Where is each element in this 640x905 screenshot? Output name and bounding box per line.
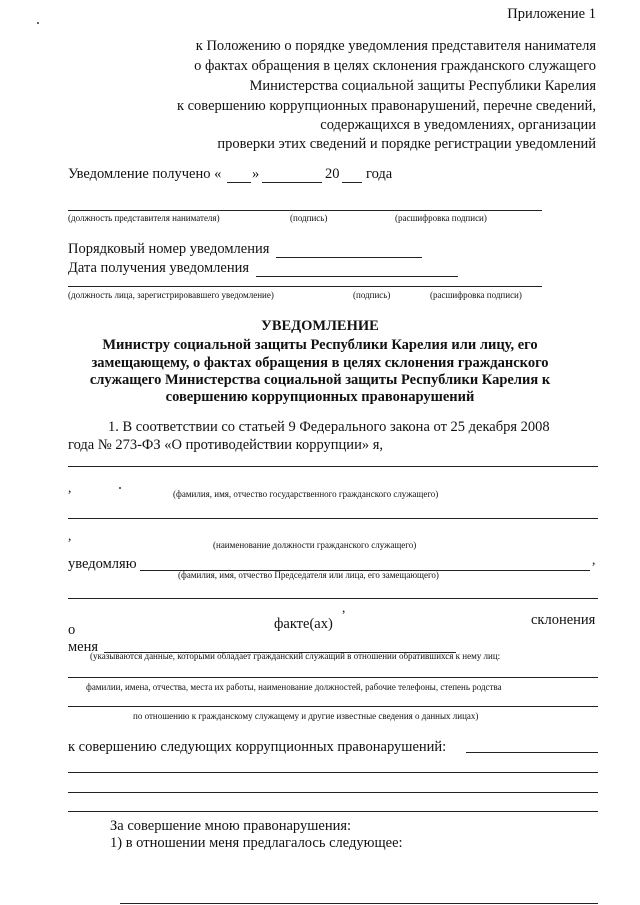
title-line: замещающему, о фактах обращения в целях склонения гражданского: [91, 355, 549, 371]
header-line: к Положению о порядке уведомления представителя нанимателя: [195, 38, 596, 54]
title-line: совершению коррупционных правонарушений: [165, 389, 475, 405]
comma: ,: [592, 552, 596, 567]
comma: ,: [342, 600, 346, 615]
inclination-word: склонения: [531, 612, 596, 628]
registration-number-field[interactable]: [276, 257, 422, 258]
scan-speck: [37, 22, 39, 24]
caption-position: (должность лица, зарегистрировавшего уведомление): [68, 290, 274, 300]
notify-label: уведомляю: [68, 556, 137, 572]
me-word: меня: [68, 639, 99, 655]
header-line: Министерства социальной защиты Республики Карелия: [249, 78, 596, 94]
header-line: о фактах обращения в целях склонения гражданского служащего: [194, 58, 596, 74]
caption-fio-servant: (фамилия, имя, отчество государственного гражданского служащего): [173, 489, 439, 499]
header-line: к совершению коррупционных правонарушений, перечне сведений,: [176, 98, 596, 114]
data-field-1[interactable]: [68, 677, 598, 678]
appendix-title: Приложение 1: [507, 6, 596, 22]
offences-field-1[interactable]: [466, 752, 598, 753]
scan-speck: [119, 487, 121, 489]
year-field[interactable]: [342, 182, 362, 183]
caption-position: (должность представителя нанимателя): [68, 213, 220, 223]
caption-decoding: (расшифровка подписи): [430, 290, 522, 300]
caption-signature: (подпись): [353, 290, 391, 300]
received-quote-close: »: [252, 166, 260, 182]
fio-minister-field-2[interactable]: [68, 598, 598, 599]
offences-label: к совершению следующих коррупционных правонарушений:: [68, 739, 447, 755]
registration-number-label: Порядковый номер уведомления: [68, 241, 270, 257]
day-field[interactable]: [227, 182, 251, 183]
year-suffix: года: [366, 166, 393, 182]
registration-date-label: Дата получения уведомления: [68, 260, 250, 276]
year-prefix: 20: [325, 166, 340, 182]
header-line: проверки этих сведений и порядке регистрации уведомлений: [217, 136, 596, 152]
month-field[interactable]: [262, 182, 322, 183]
paragraph-1-line-2: года № 273-ФЗ «О противодействии коррупции» я,: [68, 437, 383, 453]
offences-field-3[interactable]: [68, 792, 598, 793]
caption-data-3: по отношению к гражданскому служащему и другие известные сведения о данных лицах): [133, 711, 479, 721]
bottom-field[interactable]: [120, 903, 598, 904]
position-field[interactable]: [68, 518, 598, 519]
for-offence-label: За совершение мною правонарушения:: [110, 818, 352, 834]
title-line: Министру социальной защиты Республики Карелия или лицу, его: [102, 337, 538, 353]
fio-servant-field[interactable]: [68, 466, 598, 467]
received-prefix: Уведомление получено «: [68, 166, 222, 182]
caption-decoding: (расшифровка подписи): [395, 213, 487, 223]
data-field-2[interactable]: [68, 706, 598, 707]
caption-signature: (подпись): [290, 213, 328, 223]
caption-fio-minister: (фамилия, имя, отчество Председателя или лица, его замещающего): [178, 570, 439, 580]
item-1: 1) в отношении меня предлагалось следующее:: [110, 835, 403, 851]
offences-field-4[interactable]: [68, 811, 598, 812]
o-word: о: [68, 622, 76, 638]
registration-date-field[interactable]: [256, 276, 458, 277]
comma: ,: [68, 480, 72, 495]
caption-data-2: фамилии, имена, отчества, места их работы, наименование должностей, рабочие телефоны, степень родства: [86, 682, 502, 692]
caption-data-1: (указываются данные, которыми обладает гражданский служащий в отношении обратившихся к нему лиц:: [90, 651, 501, 661]
fact-word: факте(ах): [274, 616, 333, 632]
caption-position-servant: (наименование должности гражданского служащего): [213, 540, 417, 550]
header-line: содержащихся в уведомлениях, организации: [320, 117, 596, 133]
document-title: УВЕДОМЛЕНИЕ: [261, 318, 379, 334]
signature-line-1[interactable]: [68, 210, 542, 211]
comma: ,: [68, 528, 72, 543]
paragraph-1-line-1: 1. В соответствии со статьей 9 Федерального закона от 25 декабря 2008: [108, 419, 550, 435]
title-line: служащего Министерства социальной защиты Республики Карелия к: [89, 372, 551, 388]
signature-line-2[interactable]: [68, 286, 542, 287]
offences-field-2[interactable]: [68, 772, 598, 773]
